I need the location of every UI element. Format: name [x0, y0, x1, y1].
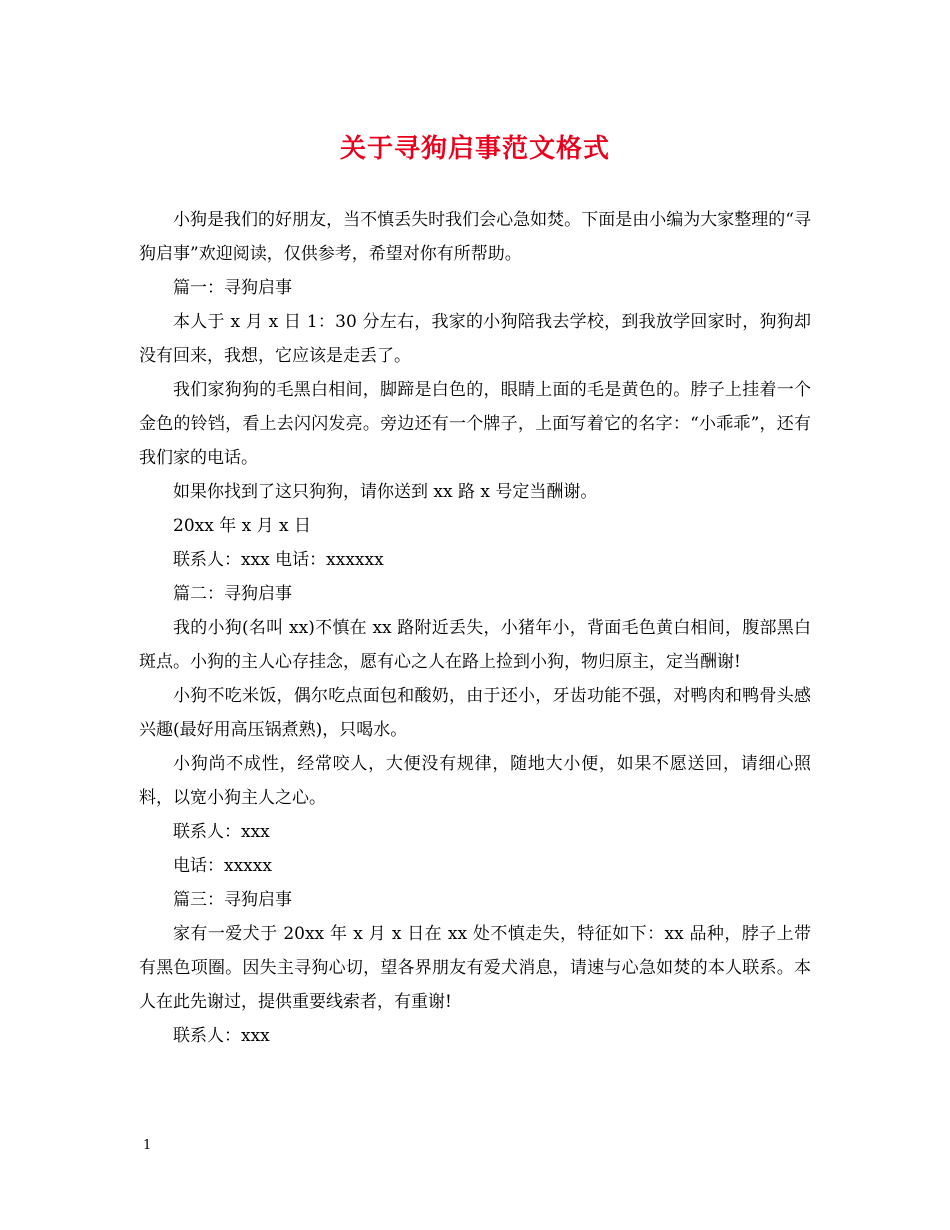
page-number: 1 — [143, 1138, 152, 1153]
body-paragraph: 小狗尚不成性，经常咬人，大便没有规律，随地大小便，如果不愿送回，请细心照料，以宽小狗主人之心。 — [139, 754, 811, 808]
date-line: 20xx 年 x 月 x 日 — [173, 516, 312, 536]
body-paragraph: 我们家狗狗的毛黑白相间，脚蹄是白色的，眼睛上面的毛是黄色的。脖子上挂着一个金色的铃铛，看上去闪闪发亮。旁边还有一个牌子，上面写着它的名字：“小乖乖”，还有我们家的电话。 — [139, 380, 811, 468]
phone-line: 电话：xxxxx — [173, 856, 272, 876]
body-paragraph: 小狗不吃米饭，偶尔吃点面包和酸奶，由于还小，牙齿功能不强，对鸭肉和鸭骨头感兴趣(最好用高压锅煮熟)，只喝水。 — [139, 686, 811, 740]
contact-line: 联系人：xxx 电话：xxxxxx — [173, 550, 384, 570]
document-body — [139, 203, 811, 1053]
section-heading-1: 篇一：寻狗启事 — [173, 278, 292, 298]
contact-line: 联系人：xxx — [173, 1026, 270, 1046]
intro-paragraph: 小狗是我们的好朋友，当不慎丢失时我们会心急如焚。下面是由小编为大家整理的“寻狗启事”欢迎阅读，仅供参考，希望对你有所帮助。 — [139, 210, 811, 264]
document-title: 关于寻狗启事范文格式 — [339, 134, 610, 164]
body-paragraph: 如果你找到了这只狗狗，请你送到 xx 路 x 号定当酬谢。 — [173, 482, 598, 502]
body-paragraph: 我的小狗(名叫 xx)不慎在 xx 路附近丢失，小猪年小，背面毛色黄白相间，腹部黑白斑点。小狗的主人心存挂念，愿有心之人在路上捡到小狗，物归原主，定当酬谢! — [139, 618, 811, 672]
section-heading-2: 篇二：寻狗启事 — [173, 584, 292, 604]
section-heading-3: 篇三：寻狗启事 — [173, 890, 292, 910]
body-paragraph: 本人于 x 月 x 日 1：30 分左右，我家的小狗陪我去学校，到我放学回家时，狗狗却没有回来，我想，它应该是走丢了。 — [139, 312, 811, 366]
contact-line: 联系人：xxx — [173, 822, 270, 842]
body-paragraph: 家有一爱犬于 20xx 年 x 月 x 日在 xx 处不慎走失，特征如下：xx 品种，脖子上带有黑色项圈。因失主寻狗心切，望各界朋友有爱犬消息，请速与心急如焚的本人联系。本人在此先谢过，提供重要线索者，有重谢! — [139, 924, 811, 1012]
